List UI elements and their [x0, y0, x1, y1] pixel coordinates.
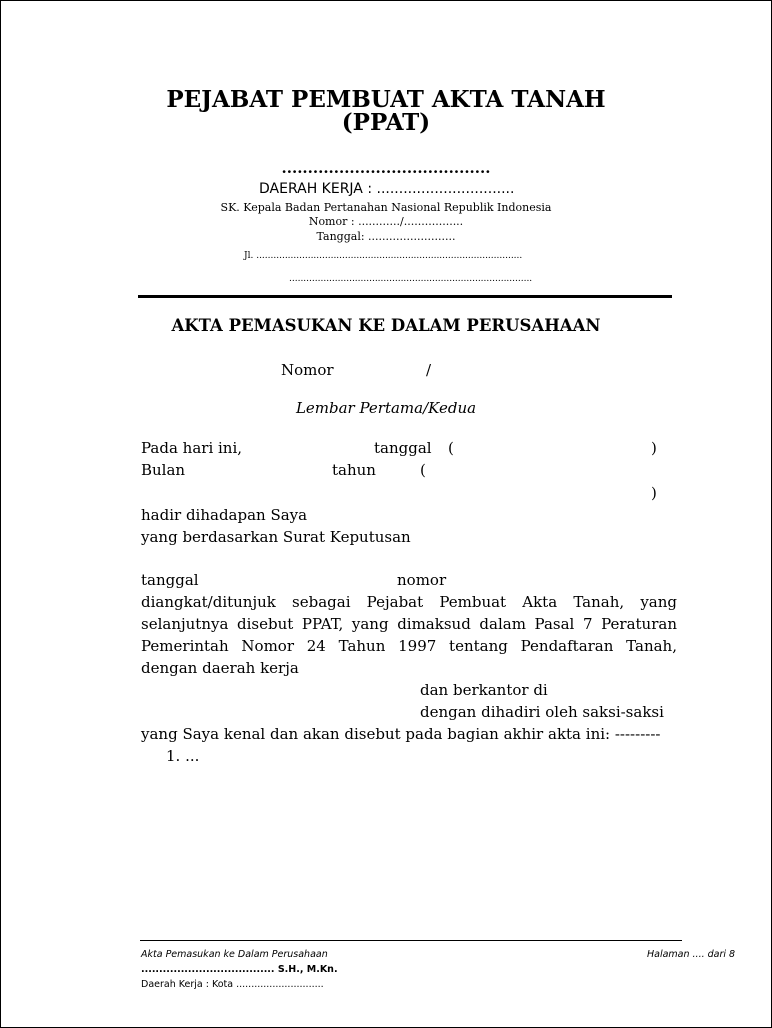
- office-title-abbrev: (PPAT): [341, 109, 431, 136]
- pada-hari-ini: Pada hari ini,: [141, 439, 243, 457]
- berdasarkan-line: yang berdasarkan Surat Keputusan: [141, 528, 411, 546]
- office-title: PEJABAT PEMBUAT AKTA TANAH: [166, 86, 606, 113]
- bulan-label: Bulan: [141, 461, 186, 479]
- paren-close-2: ): [651, 484, 657, 502]
- hadir-line: hadir dihadapan Saya: [141, 506, 308, 524]
- tahun-label: tahun: [332, 461, 376, 479]
- deed-nomor-slash: /: [426, 361, 432, 379]
- deed-nomor-label: Nomor: [281, 361, 334, 379]
- sk-nomor: Nomor : ............/.................: [308, 215, 464, 228]
- address-line-2: .....................................................................................: [289, 274, 533, 284]
- deed-title: AKTA PEMASUKAN KE DALAM PERUSAHAAN: [171, 316, 601, 335]
- daerah-kerja-line: dengan daerah kerja: [141, 659, 299, 677]
- sk-tanggal-label: tanggal: [141, 571, 199, 589]
- footer-notary: ..................................... S.H., M.Kn.: [141, 964, 338, 975]
- sk-line: SK. Kepala Badan Pertanahan Nasional Republik Indonesia: [220, 201, 552, 214]
- list-item-1: 1. ...: [166, 747, 200, 765]
- daerah-kerja-header: DAERAH KERJA : ...............................: [259, 181, 515, 197]
- paren-close-1: ): [651, 439, 657, 457]
- footer-divider: [140, 940, 682, 941]
- lembar-label: Lembar Pertama/Kedua: [295, 399, 477, 417]
- paragraph-line-2: selanjutnya disebut PPAT, yang dimaksud dalam Pasal 7 Peraturan: [141, 615, 677, 633]
- footer-daerah: Daerah Kerja : Kota .............................: [141, 979, 324, 990]
- paren-open-2: (: [420, 461, 426, 479]
- header-divider: [138, 295, 672, 298]
- paragraph-line-3: Pemerintah Nomor 24 Tahun 1997 tentang Pendaftaran Tanah,: [141, 637, 677, 655]
- berkantor-line: dan berkantor di: [420, 681, 548, 699]
- address-line: Jl. .............................................................................................: [244, 251, 523, 261]
- ppat-name-placeholder: ........................................: [281, 159, 491, 177]
- footer-page-number: Halaman .... dari 8: [647, 949, 736, 960]
- kenal-line: yang Saya kenal dan akan disebut pada bagian akhir akta ini: ---------: [141, 725, 661, 743]
- paragraph-line-1: diangkat/ditunjuk sebagai Pejabat Pembuat Akta Tanah, yang: [141, 593, 677, 611]
- sk-tanggal: Tanggal: .........................: [316, 230, 456, 243]
- saksi-line: dengan dihadiri oleh saksi-saksi: [420, 703, 664, 721]
- sk-nomor-label: nomor: [397, 571, 447, 589]
- tanggal-label: tanggal: [374, 439, 432, 457]
- paren-open-1: (: [448, 439, 454, 457]
- footer-doc-title: Akta Pemasukan ke Dalam Perusahaan: [141, 949, 328, 960]
